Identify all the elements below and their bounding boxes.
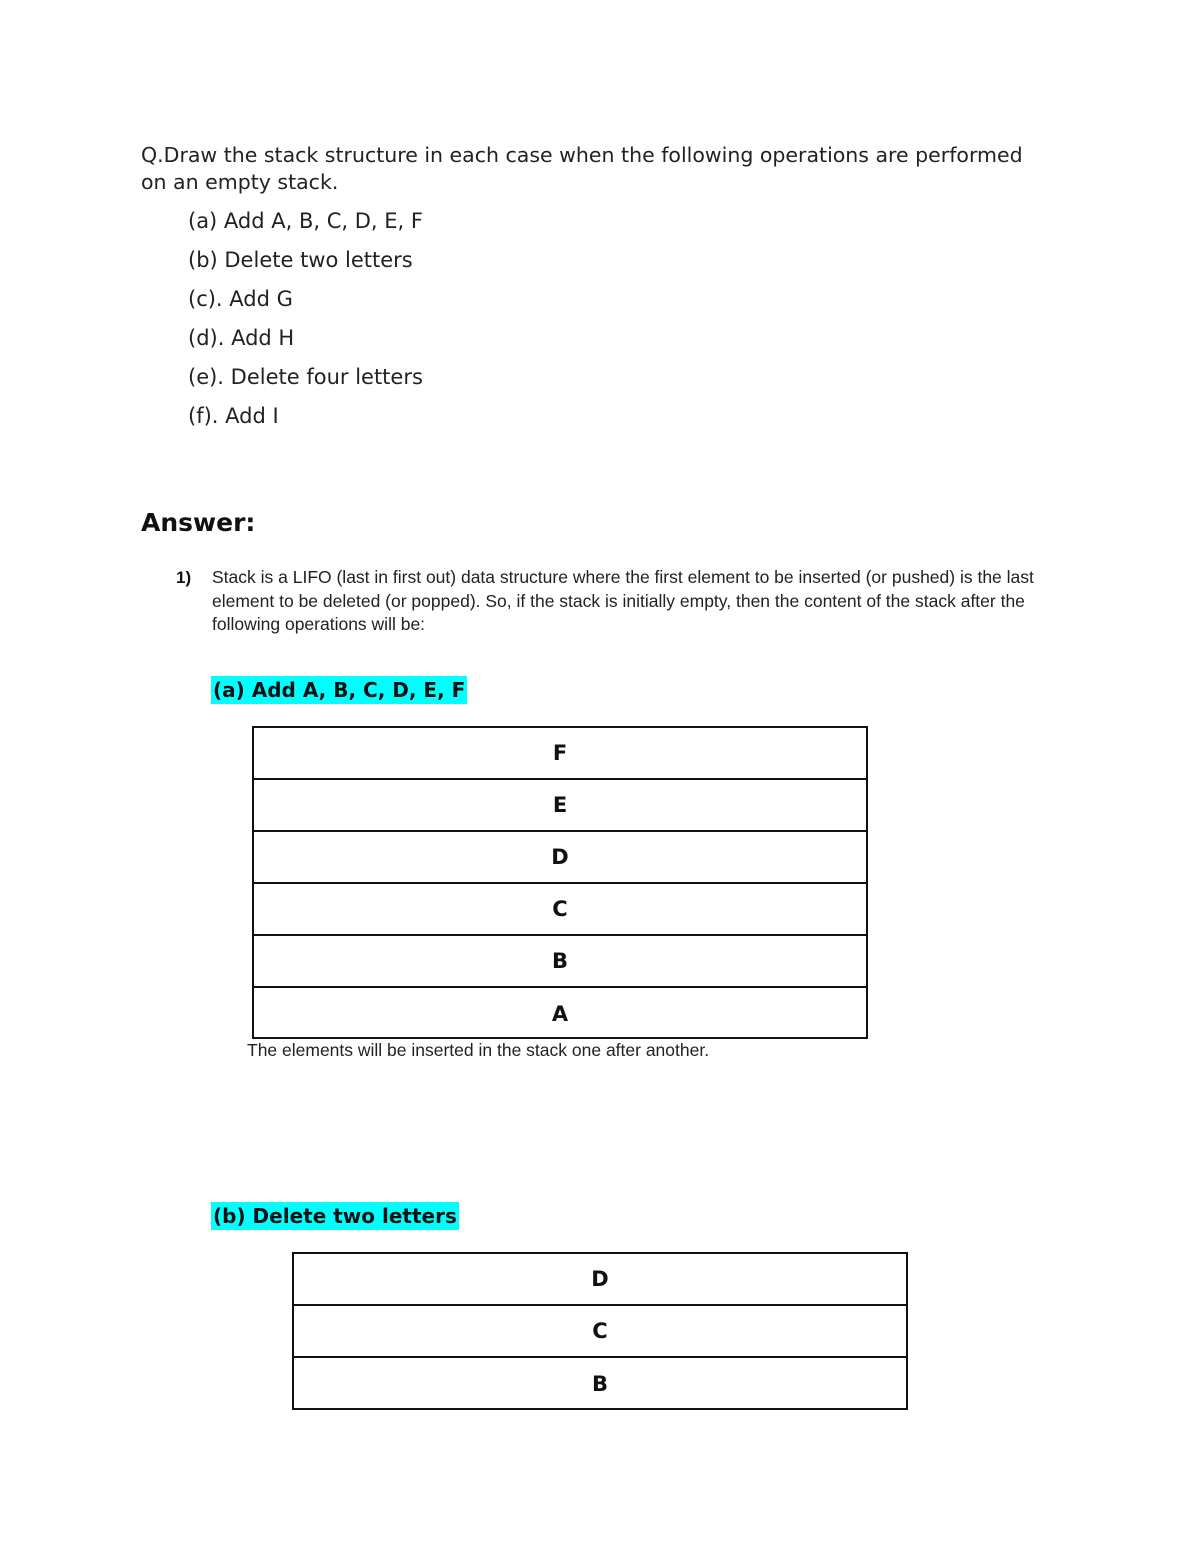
stack-cell: D	[294, 1254, 906, 1306]
stack-cell: F	[254, 728, 866, 780]
stack-cell: A	[551, 1002, 569, 1026]
operation-e: (e). Delete four letters	[188, 365, 423, 389]
answer-explanation: Stack is a LIFO (last in first out) data structure where the first element to be inserted (or pushed) is the last element to be deleted (or popped). So, if the stack is initially empty, then the content of the stack after the following operations will be:	[212, 567, 1034, 634]
answer-heading: Answer:	[141, 508, 256, 537]
stack-cell: C	[294, 1306, 906, 1358]
operations-list	[188, 205, 423, 439]
question-text: Q.Draw the stack structure in each case when the following operations are performed on an empty stack.	[141, 143, 1023, 194]
stack-cell: B	[591, 1372, 608, 1396]
operation-a: (a) Add A, B, C, D, E, F	[188, 209, 423, 233]
operation-b: (b) Delete two letters	[188, 248, 413, 272]
operation-c: (c). Add G	[188, 287, 293, 311]
stack-cell: B	[254, 936, 866, 988]
stack-cell: E	[254, 780, 866, 832]
answer-item-number: 1)	[176, 568, 192, 587]
stack-a-diagram	[252, 726, 868, 1039]
stack-cell: D	[254, 832, 866, 884]
stack-a-caption: The elements will be inserted in the stack one after another.	[247, 1040, 710, 1060]
part-a-label: (a) Add A, B, C, D, E, F	[213, 678, 466, 702]
operation-f: (f). Add I	[188, 404, 279, 428]
stack-b-diagram	[292, 1252, 908, 1410]
operation-d: (d). Add H	[188, 326, 295, 350]
part-b-label: (b) Delete two letters	[213, 1204, 457, 1228]
stack-cell: C	[254, 884, 866, 936]
